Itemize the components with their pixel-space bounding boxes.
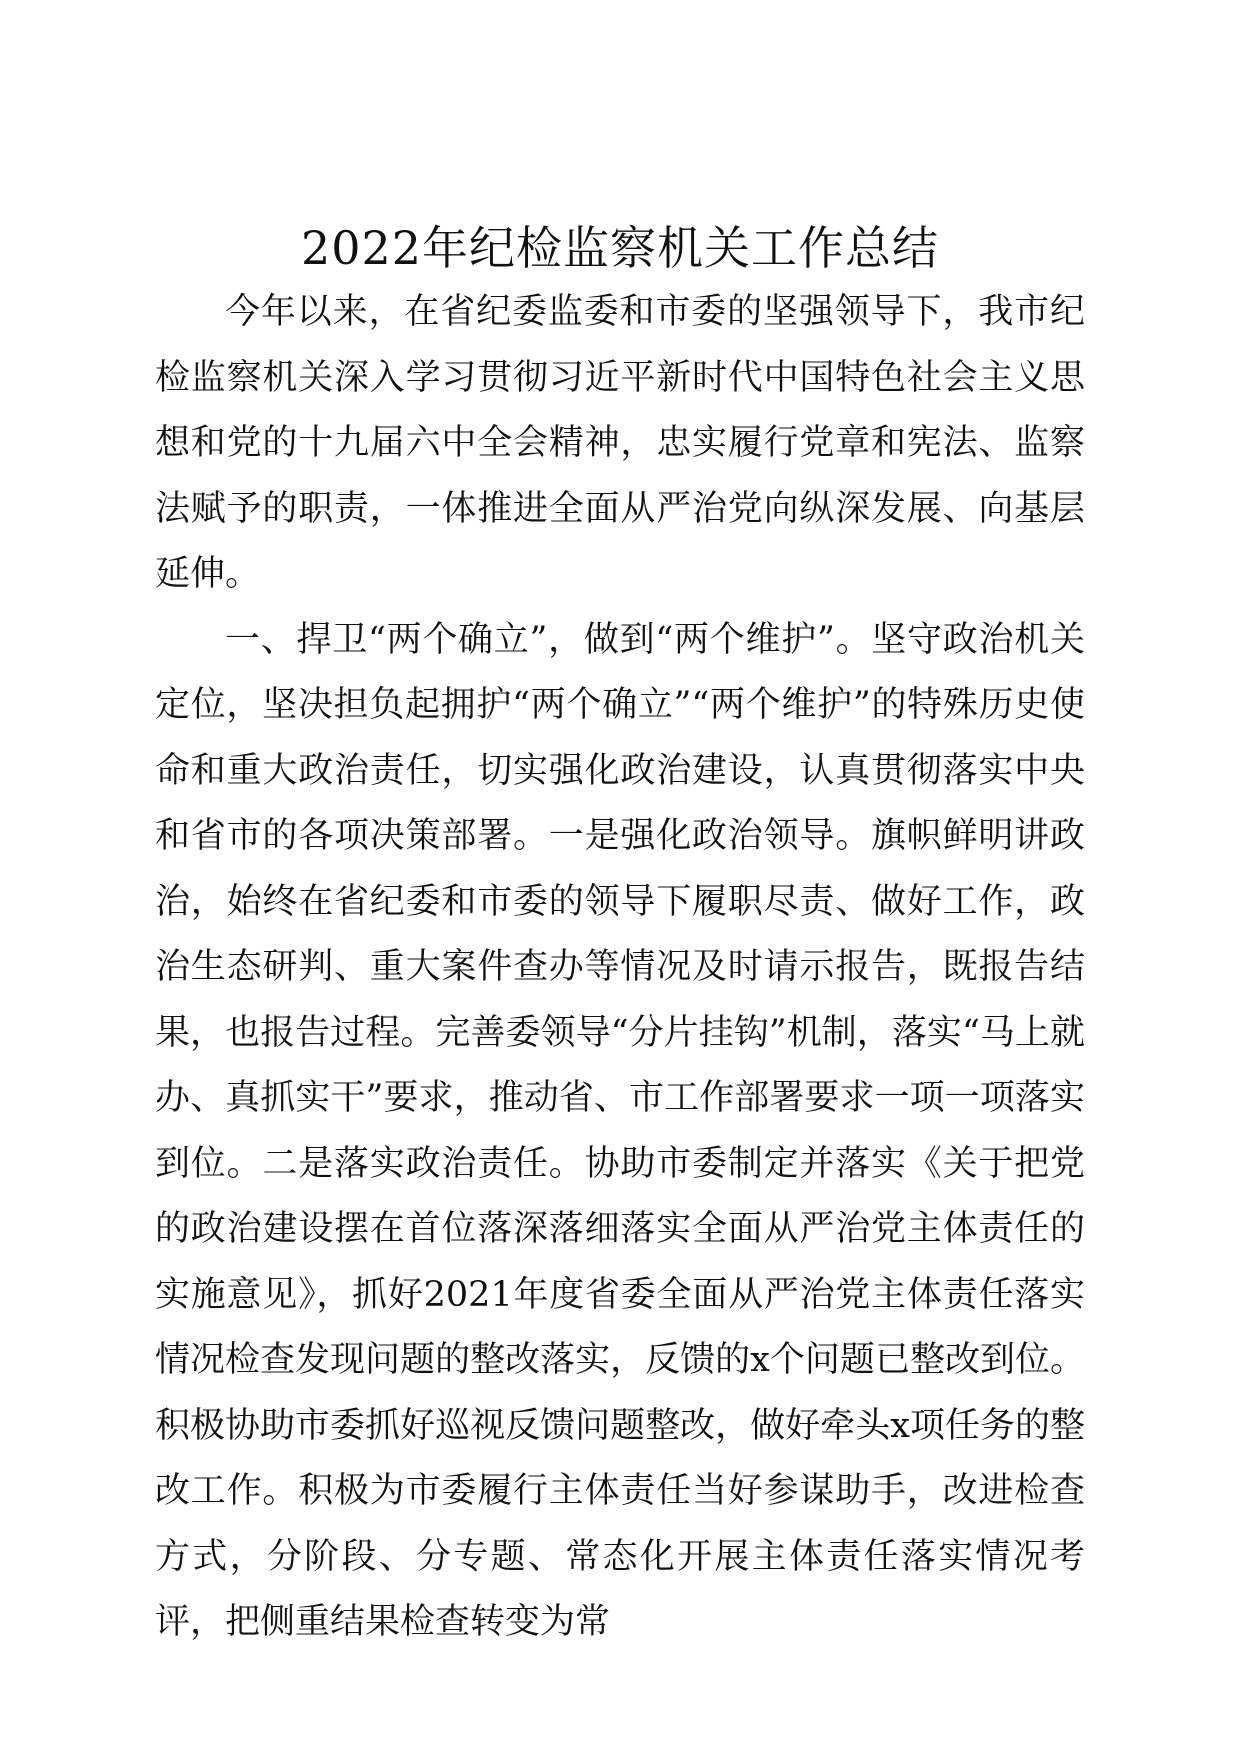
document-body [155,280,1085,1656]
document-title: 2022年纪检监察机关工作总结 [300,221,940,275]
paragraph-section-one: 一、捍卫“两个确立”，做到“两个维护”。坚守政治机关定位，坚决担负起拥护“两个确立”“两个维护”的特殊历史使命和重大政治责任，切实强化政治建设，认真贯彻落实中央和省市的各项决策部署。一是强化政治领导。旗帜鲜明讲政治，始终在省纪委和市委的领导下履职尽责、做好工作，政治生态研判、重大案件查办等情况及时请示报告，既报告结果，也报告过程。完善委领导“分片挂钩”机制，落实“马上就办、真抓实干”要求，推动省、市工作部署要求一项一项落实到位。二是落实政治责任。协助市委制定并落实《关于把党的政治建设摆在首位落深落细落实全面从严治党主体责任的实施意见》，抓好2021年度省委全面从严治党主体责任落实情况检查发现问题的整改落实，反馈的x个问题已整改到位。积极协助市委抓好巡视反馈问题整改，做好牵头x项任务的整改工作。积极为市委履行主体责任当好参谋助手，改进检查方式，分阶段、分专题、常态化开展主体责任落实情况考评，把侧重结果检查转变为常 [155,619,1085,1642]
paragraph-intro: 今年以来，在省纪委监委和市委的坚强领导下，我市纪检监察机关深入学习贯彻习近平新时代中国特色社会主义思想和党的十九届六中全会精神，忠实履行党章和宪法、监察法赋予的职责，一体推进全面从严治党向纵深发展、向基层延伸。 [155,292,1085,594]
